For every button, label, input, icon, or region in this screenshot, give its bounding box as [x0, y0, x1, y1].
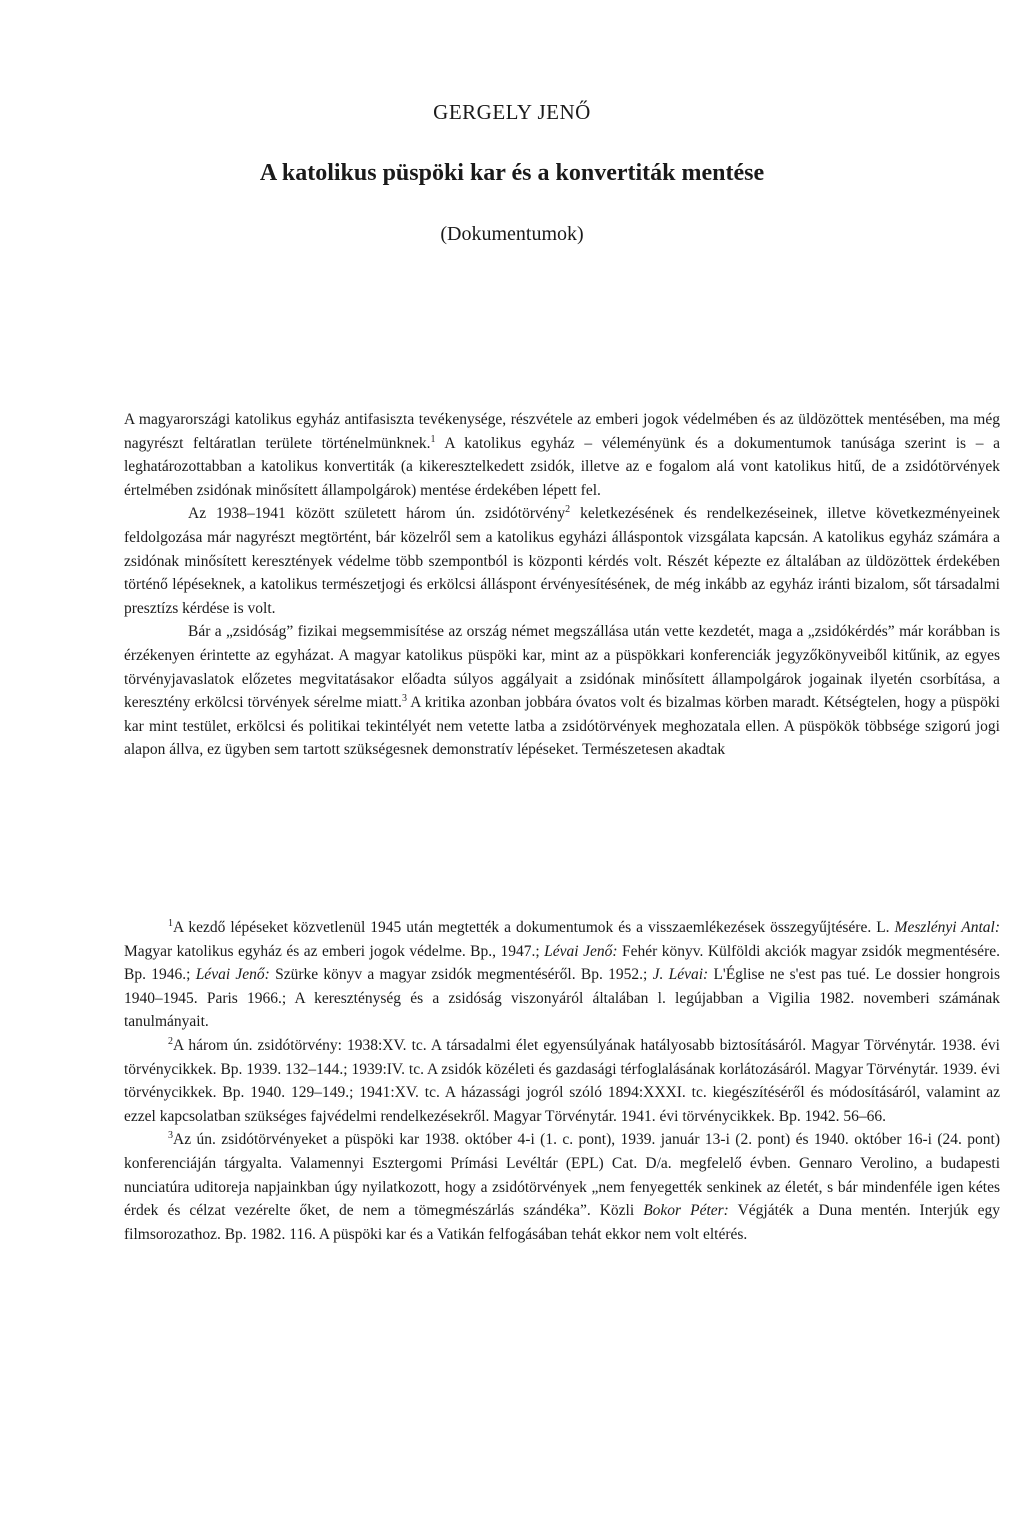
footnote-mark: 1	[168, 917, 173, 929]
footnote-mark: 3	[168, 1130, 173, 1142]
paragraph-2: Az 1938–1941 között született három ún. zsidótörvény$^2$ keletkezésének és rendelkezéseinek, illetve következményeinek feldolgozása már nagyrészt megtörtént, bár közelről sem a katolikus egyházi álláspontok vizsgálata kapcsán. A katolikus egyház számára a zsidónak minősített keresztények védelme több szempontból is központi kérdés volt. Részét képezte ez általában az üldözöttek érdekében történő lépéseknek, a katolikus természetjogi és erkölcsi álláspont érvényesítésének, de még inkább az egyház iránti bizalom, sőt társadalmi presztízs kérdése is volt.	[124, 504, 1000, 617]
article-title: A katolikus püspöki kar és a konvertiták mentése	[259, 160, 765, 186]
main-text	[124, 408, 1000, 762]
author-ref: Bokor Péter:	[643, 1202, 729, 1220]
footnote-1: $^1$A kezdő lépéseket közvetlenül 1945 után megtették a dokumentumok és a visszaemlékezések összegyűjtésére. L. Meszlényi Antal: Magyar katolikus egyház és az emberi jogok védelme. Bp., 1947.; Lévai Jenő: Fehér könyv. Külföldi akciók magyar zsidók megmentésére. Bp. 1946.; Lévai Jenő: Szürke könyv a magyar zsidók megmentéséről. Bp. 1952.; J. Lévai: L'Église ne s'est pas tué. Le dossier hongrois 1940–1945. Paris 1966.; A kereszténység és a zsidóság viszonyáról általában l. legújabban a Vigilia 1982. novemberi számának tanulmányait.	[124, 917, 1000, 1031]
footnote-3: $^3$Az ún. zsidótörvényeket a püspöki kar 1938. október 4-i (1. c. pont), 1939. január 13-i (2. pont) és 1940. október 16-i (24. pont) konferenciáján tárgyalta. Valamennyi Esztergomi Prímási Levéltár (EPL) Cat. D/a. megfelelő évben. Gennaro Verolino, a budapesti nunciatúra uditoreja napjainkban úgy nyilatkozott, hogy a zsidótörvények „nem fenyegették senkinek az életét, s bár mindenféle igen kétes érdek és célzat vezérelte őket, de nem a tömegmészárlás szándéka”. Közli Bokor Péter: Végjáték a Duna mentén. Interjúk egy filmsorozathoz. Bp. 1982. 116. A püspöki kar és a Vatikán felfogásában tehát ekkor nem volt eltérés.	[124, 1130, 1001, 1243]
footnote-ref-1: 1	[430, 433, 436, 445]
author-ref: Meszlényi Antal:	[894, 919, 1000, 936]
author-ref: Lévai Jenő:	[195, 966, 270, 984]
footnote-2: $^2$A három ún. zsidótörvény: 1938:XV. tc. A társadalmi élet egyensúlyának hatályosabb biztosításáról. Magyar Törvénytár. 1938. évi törvénycikkek. Bp. 1939. 132–144.; 1939:IV. tc. A zsidók közéleti és gazdasági térfoglalásának korlátozásáról. Magyar Törvénytár. 1939. évi törvénycikkek. Bp. 1940. 129–149.; 1941:XV. tc. A házassági jogról szóló 1894:XXXI. tc. kiegészítéséről és módosításáról, valamint az ezzel kapcsolatban szükséges fajvédelmi rendelkezésekről. Magyar Törvénytár. 1941. évi törvénycikkek. Bp. 1942. 56–66.	[124, 1035, 1000, 1125]
footnote-ref-2: 2	[565, 504, 571, 516]
author-ref: Lévai Jenő:	[544, 942, 618, 960]
footnote-mark: 2	[168, 1035, 173, 1047]
footnotes	[124, 916, 1000, 1246]
paragraph-1: A magyarországi katolikus egyház antifasiszta tevékenysége, részvétele az emberi jogok védelmében és az üldözöttek mentésében, ma még nagyrészt feltáratlan területe történelmünknek.$^1$ A katolikus egyház – véleményünk és a dokumentumok tanúsága szerint is – a leghatározottabban a katolikus konvertiták (a kikeresztelkedett zsidók, illetve az e fogalom alá vont katolikus hitű, de a zsidótörvények értelmében zsidónak minősített állampolgárok) mentése érdekében lépett fel.	[124, 411, 1001, 499]
article-subtitle: (Dokumentumok)	[440, 223, 584, 245]
author-ref: J. Lévai:	[652, 966, 709, 984]
paragraph-3: Bár a „zsidóság” fizikai megsemmisítése az ország német megszállása után vette kezdetét, maga a „zsidókérdés” már korábban is érzékenyen érintette az egyházat. A magyar katolikus püspöki kar, mint az a püspökkari konferenciák jegyzőkönyveiből kitűnik, az egyes törvényjavaslatok előzetes megvitatásakor előadta súlyos aggályait a zsidónak minősített állampolgárok jogainak ilyetén csorbítása, a keresztény erkölcsi törvények sérelme miatt.$^3$ A kritika azonban jobbára óvatos volt és bizalmas körben maradt. Kétségtelen, hogy a püspöki kar mint testület, erkölcsi és politikai tekintélyét nem vetette latba a zsidótörvények meghozatala ellen. A püspökök többsége szigorú jogi alapon állva, ez ügyben sem tartott szükségesnek demonstratív lépéseket. Természetesen akadtak	[124, 623, 1000, 759]
footnote-ref-3: 3	[401, 692, 407, 704]
author-name: GERGELY JENŐ	[433, 100, 591, 124]
